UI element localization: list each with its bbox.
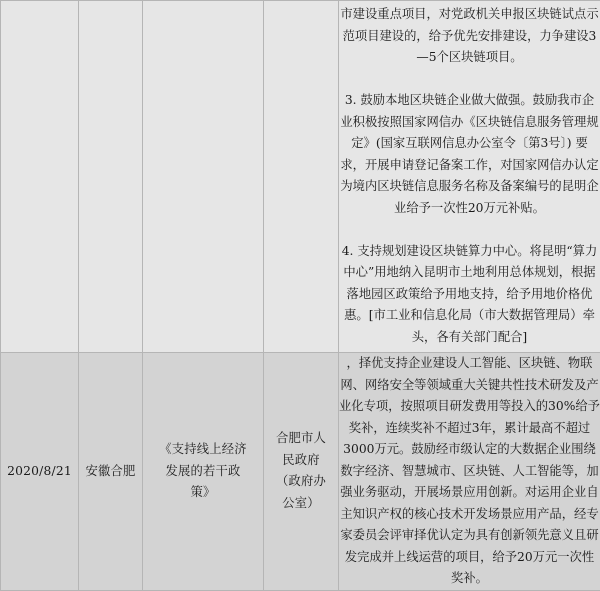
policy-name-cell: 《支持线上经济发展的若干政策》: [143, 353, 264, 591]
content-paragraph: ，择优支持企业建设人工智能、区块链、物联网、网络安全等领域重大关键共性技术研发及产业化专项，按照项目研发费用等投入的30%给予奖补，连续奖补不超过3年，累计最高不超过3000万元。鼓励经市级认定的大数据企业围绕数字经济、智慧城市、区块链、人工智能等，加强业务驱动，开展场景应用创新。对运用企业自主知识产权的核心技术开发场景应用产品，经专家委员会评审择优认定为具有创新领先意义且研发完成并上线运营的项目，给予20万元一次性奖补。: [339, 353, 600, 590]
content-paragraph: 市建设重点项目，对党政机关申报区块链试点示范项目建设的，给予优先安排建设，力争建设3—5个区块链项目。: [339, 4, 600, 69]
policy-content-cell: [339, 353, 600, 591]
content-paragraph: 4. 支持规划建设区块链算力中心。将昆明“算力中心”用地纳入昆明市土地利用总体规划，根据落地园区政策给予用地支持，给予用地价格优惠。[市工业和信息化局（市大数据管理局）牵头，各有关部门配合]: [339, 241, 600, 349]
policy-content-cell: [339, 1, 600, 353]
region-cell: [79, 1, 143, 353]
date-cell: [1, 1, 79, 353]
content-paragraph: 3. 鼓励本地区块链企业做大做强。鼓励我市企业积极按照国家网信办《区块链信息服务管理规定》(国家互联网信息办公室令〔第3号〕) 要求，开展申请登记备案工作，对国家网信办认定为境内区块链信息服务名称及备案编号的昆明企业给予一次性20万元补贴。: [339, 90, 600, 219]
region-cell: 安徽合肥: [79, 353, 143, 591]
department-cell: [264, 1, 339, 353]
date-cell: 2020/8/21: [1, 353, 79, 591]
department-cell: 合肥市人民政府（政府办公室）: [264, 353, 339, 591]
table-row: [1, 353, 600, 591]
table-row: [1, 1, 600, 353]
policy-name-cell: [143, 1, 264, 353]
